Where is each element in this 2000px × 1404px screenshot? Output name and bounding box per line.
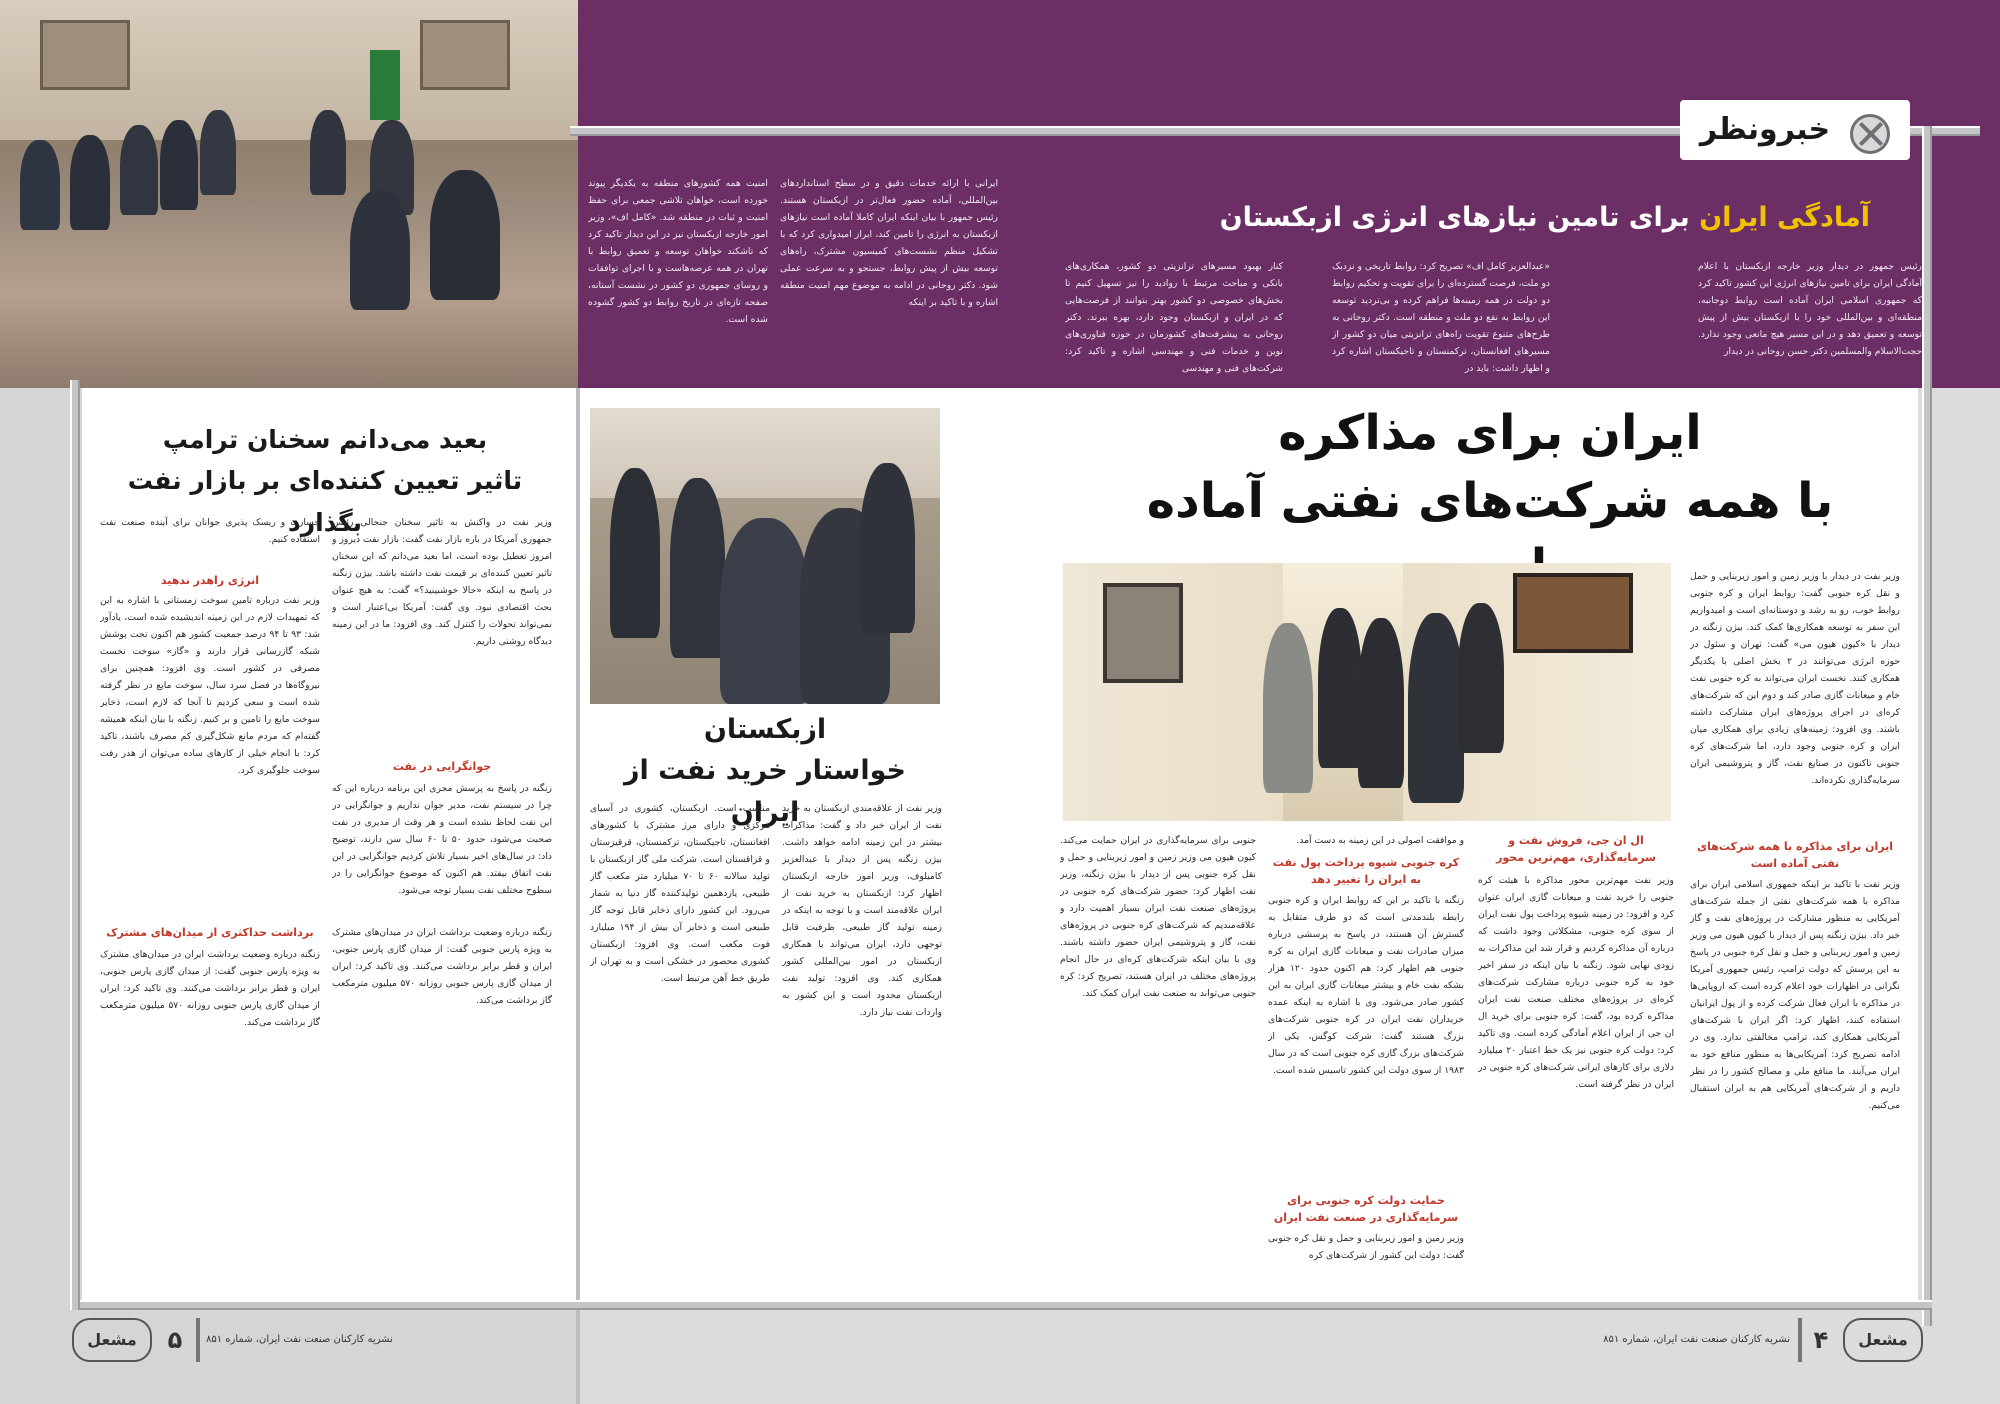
main-headline-line2: با همه شرکت‌های نفتی آماده xyxy=(1146,473,1834,529)
trump-col-b3: زنگنه درباره وضعیت برداشت ایران در میدان‌های مشترک به ویژه پارس جنوبی گفت: از میدان گازی پارس جنوبی، ایران و قطر برابر برداشت می‌کنند. وی تاکید کرد: ایران از میدان گازی پارس جنوبی روزانه ۵۷۰ میلیون مترمکعب گاز برداشت می‌کند. xyxy=(100,949,320,1028)
footer-page-number-right: ۴ xyxy=(1813,1326,1829,1354)
trump-col-b: جسارت و ریسک پذیری جوانان برای آینده صنعت نفت استفاده کنیم. xyxy=(100,517,320,545)
trump-col-b-subhead: انرژی راهدر ندهید xyxy=(160,574,260,587)
top-story-headline-rest: برای تامین نیازهای انرژی ازبکستان xyxy=(1219,202,1700,233)
footer-publication-left: نشریه کارکنان صنعت نفت ایران، شماره ۸۵۱ xyxy=(206,1334,393,1345)
trump-headline-line2: تاثیر تعیین کننده‌ای بر بازار نفت بگذارد xyxy=(127,466,523,537)
trump-col-b2: وزیر نفت درباره تامین سوخت زمستانی با اشاره به این که تمهیدات لازم در این زمینه اندیشیده شده است، یادآور شد: ۹۳ تا ۹۴ درصد جمعیت کشور هم اکنون تحت پوشش شبکه گازرسانی قرار دارند و «گاز» سوخت نخست مصرفی در کشور است. وی افزود: همچنین برای نیروگاه‌ها در فصل سرد سال، سوخت مایع در نظر گرفته شده است و سعی کردیم تا آنجا که لازم است، ذخایر سوخت مایع را تامین و بر کنیم. زنگنه با بیان اینکه همیشه گفته‌ام که مردم مانع شکل‌گیری کم مصرف باشند، تاکید کرد: با انجام خیلی از کارهای ساده می‌توان از هدر رفت سوخت جلوگیری کرد. xyxy=(100,595,320,776)
footer-logo-left: مشعل xyxy=(72,1318,152,1362)
footer-logo-right: مشعل xyxy=(1843,1318,1923,1362)
footer-publication-right: نشریه کارکنان صنعت نفت ایران، شماره ۸۵۱ xyxy=(1603,1334,1790,1345)
main-headline-line1: ایران برای مذاکره xyxy=(1278,405,1702,461)
main-col-b-subhead: ال ان جی، فروش نفت و سرمایه‌گذاری، مهم‌ترین محور xyxy=(1496,834,1656,864)
uzbek-col-a: وزیر نفت از علاقه‌مندی ازبکستان به خرید نفت از ایران خبر داد و گفت: مذاکرات بیشتر در این زمینه ادامه خواهد داشت. بیژن زنگنه پس از دیدار با عبدالعزیز کامیلوف، وزیر امور خارجه ازبکستان اظهار کرد: ازبکستان به خرید نفت از ایران علاقه‌مند است و با توجه به اینکه در زمینه تولید گاز طبیعی، ظرفیت قابل توجهی دارد، ایران می‌تواند با همکاری ازبکستان در امور بین‌المللی کشور همکاری کند. وی افزود: تولید نفت ازبکستان محدود است و این کشور به واردات نفت نیاز دارد. xyxy=(782,803,942,1018)
top-story-col-2: «عبدالعزیز کامل اف» تصریح کرد: روابط تاریخی و نزدیک دو ملت، فرصت گسترده‌ای را برای تقویت و تحکیم روابط دو دولت در همه زمینه‌ها فراهم کرده و بی‌تردید توسعه این روابط به نفع دو ملت و منطقه است. دکتر روحانی به طرح‌های متنوع تقویت راه‌های ترانزیتی میان دو کشور از مسیرهای افغانستان، ترکمنستان و تاجیکستان اشاره کرد و اظهار داشت: باید در xyxy=(1332,261,1550,374)
main-col-d: جنوبی برای سرمایه‌گذاری در ایران حمایت می‌کند. کیون هیون می وزیر زمین و امور زیربنایی و حمل و نقل کره جنوبی پس از دیدار با بیژن زنگنه، وزیر نفت اظهار کرد: حضور شرکت‌های کره جنوبی در پروژه‌های صنعت نفت ایران بسیار اهمیت دارد و علاقه‌مندیم که شرکت‌های کره جنوبی در پروژه‌های نفت، گاز و پتروشیمی ایران حضور داشته باشند. وی با بیان اینکه شرکت‌های کره‌ای در حال انجام پروژه‌های مختلف در ایران هستند، تصریح کرد: کره جنوبی می‌تواند به صنعت نفت ایران کمک کند. xyxy=(1060,835,1256,999)
top-story-headline-highlight: آمادگی ایران xyxy=(1699,202,1870,233)
section-label: خبرونظر xyxy=(1699,112,1831,147)
main-col-c-subhead: کره جنوبی شیوه پرداخت پول نفت به ایران را تغییر دهد xyxy=(1272,856,1460,886)
pipe-decoration-vertical xyxy=(1922,126,1932,1326)
pipe-decoration-left xyxy=(70,380,80,1310)
main-col-b2: وزیر زمین و امور زیربنایی و حمل و نقل کره جنوبی گفت: دولت این کشور از شرکت‌های کره xyxy=(1268,1233,1464,1261)
top-story-col-3: کنار بهبود مسیرهای ترانزیتی دو کشور، همکاری‌های بانکی و مباحث مرتبط با روادید را نیز تسهیل کنیم تا بخش‌های خصوصی دو کشور بهتر بتوانند از فرصت‌هایی که در ایران و ازبکستان وجود دارد، بهره ببرند. دکتر روحانی به پیشرفت‌های کشورمان در حوزه فناوری‌های نوین و خدمات فنی و مهندسی اشاره و تاکید کرد: شرکت‌های فنی و مهندسی xyxy=(1065,261,1283,374)
main-col-c: و موافقت اصولی در این زمینه به دست آمد. xyxy=(1296,835,1464,846)
meeting-photo xyxy=(0,0,578,388)
trump-col-a: وزیر نفت در واکنش به تاثیر سخنان جنجالی رئیس جمهوری آمریکا در باره بازار نفت گفت: بازار نفت دیروز و امروز تعطیل بوده است، اما بعید می‌دانم که این سخنان تاثیر تعیین کننده‌ای بر قیمت نفت داشته باشد. بیژن زنگنه در پاسخ به اینکه «حالا خوشبینید؟» گفت: به هیچ عنوان بحث اقتصادی نبود. وی گفت: آمریکا بی‌اعتبار است و نمی‌تواند تحولات را کنترل کند. وی افزود: ما در این زمینه دیدگاه روشنی داریم. xyxy=(332,517,552,647)
trump-col-a3: زنگنه درباره وضعیت برداشت ایران در میدان‌های مشترک به ویژه پارس جنوبی گفت: از میدان گازی پارس جنوبی، ایران و قطر برابر برداشت می‌کنند. وی تاکید کرد: ایران از میدان گازی پارس جنوبی روزانه ۵۷۰ میلیون مترمکعب گاز برداشت می‌کند. xyxy=(332,927,552,1006)
trump-col-a-subhead: جوانگرایی در نفت xyxy=(392,760,492,773)
trump-col-a-subhead-2: برداشت حداکثری از میدان‌های مشترک xyxy=(106,926,314,939)
top-story-col-4: ایرانی با ارائه خدمات دقیق و در سطح استانداردهای بین‌المللی، آماده حضور فعال‌تر در ازبکستان هستند. رئیس جمهور با بیان اینکه ایران کاملا آماده است نیازهای ازبکستان به انرژی را تامین کند، ابراز امیدواری کرد که با تشکیل منظم نشست‌های کمیسیون مشترک، راه‌های توسعه بیش از پیش روابط، جستجو و به سرعت عملی شود. دکتر روحانی در ادامه به موضوع مهم امنیت منطقه اشاره و با تاکید بر اینکه xyxy=(780,178,998,308)
uzbek-headline-line2: خواستار خرید نفت از ایران xyxy=(623,755,907,828)
top-story-headline xyxy=(1190,196,1870,240)
uzbek-col-b: مناسب است. ازبکستان، کشوری در آسیای مرکزی و دارای مرز مشترک با کشورهای افغانستان، تاجیکستان، ترکمنستان، قرقیزستان و قزاقستان است. شرکت ملی گاز ازبکستان با تولید سالانه ۶۰ تا ۷۰ میلیارد متر مکعب گاز طبیعی، یازدهمین تولیدکننده گاز دنیا به شمار می‌رود. این کشور دارای ذخایر قابل توجه گاز طبیعی است و ذخایر آن بیش از ۱۹۴ میلیارد فوت مکعب است. وی افزود: ازبکستان کشوری محصور در خشکی است و به تهران از طریق خط آهن مرتبط است. xyxy=(590,803,770,984)
footer-divider-right xyxy=(1798,1318,1802,1362)
main-col-b: وزیر نفت مهم‌ترین محور مذاکره با هیئت کره جنوبی را خرید نفت و میعانات گازی ایران عنوان کرد و افزود: در زمینه شیوه پرداخت پول نفت ایران از سوی کره جنوبی، مشکلاتی وجود داشت که درباره آن مذاکره کردیم و قرار شد این مذاکرات به زودی نهایی شود. زنگنه با بیان اینکه در سفر اخیر خود به کره جنوبی درباره مشارکت شرکت‌های کره‌ای در پروژه‌های مختلف صنعت نفت ایران مذاکره کرده بود، گفت: کره جنوبی برای خرید ال ان جی از ایران اعلام آمادگی کرده است. وی تاکید کرد: دولت کره جنوبی نیز یک خط اعتبار ۲۰ میلیارد دلاری برای کارهای ایرانی شرکت‌های کره جنوبی در ایران در نظر گرفته است. xyxy=(1478,875,1674,1090)
main-col-a-subhead: ایران برای مذاکره با همه شرکت‌های نفتی آماده است xyxy=(1696,840,1894,870)
handshake-photo xyxy=(590,408,940,704)
main-col-b-subhead-2: حمایت دولت کره جنوبی برای سرمایه‌گذاری در صنعت نفت ایران xyxy=(1273,1194,1459,1224)
top-story-col-1: رئیس جمهور در دیدار وزیر خارجه ازبکستان با اعلام آمادگی ایران برای تامین نیازهای انرژی این کشور تاکید کرد که جمهوری اسلامی ایران آماده است روابط دوجانبه، منطقه‌ای و بین‌المللی خود را با ازبکستان بیش از پیش توسعه و تعمیق دهد و در این مسیر هیچ مانعی وجود ندارد. حجت‌الاسلام والمسلمین دکتر حسن روحانی در دیدار xyxy=(1698,261,1922,357)
main-col-c2: زنگنه با تاکید بر این که روابط ایران و کره جنوبی رابطه بلندمدتی است که دو طرف متقابل به گسترش آن هستند، در پاسخ به پرسشی درباره میزان صادرات نفت و میعانات گازی ایران به کره جنوبی هم اظهار کرد: هم اکنون حدود ۱۲۰ هزار بشکه نفت خام و بیشتر میعانات گازی ایران به این کشور صادر می‌شود. وی با اشاره به اینکه عمده خریداران نفت ایران در کره جنوبی شرکت‌های بزرگ هستند گفت: شرکت کوگس، یکی از شرکت‌های بزرگ گازی کره جنوبی است که در سال ۱۹۸۳ از سوی دولت این کشور تاسیس شده است. xyxy=(1268,895,1464,1076)
pipe-decoration-bottom xyxy=(70,1300,1932,1310)
valve-icon xyxy=(1850,114,1890,154)
main-col-a: وزیر نفت در دیدار با وزیر زمین و امور زیربنایی و حمل و نقل کره جنوبی گفت: روابط ایران و کره جنوبی روابط خوب، رو به رشد و دوستانه‌ای است و امیدواریم این سفر به توسعه همکاری‌ها کمک کند. بیژن زنگنه در دیدار با «کیون هیون می» گفت: تهران و سئول در حوزه انرژی می‌توانند در ۲ بخش اصلی با یکدیگر همکاری کنند. نخست ایران می‌تواند به کره جنوبی نفت خام و میعانات گازی صادر کند و دوم این که شرکت‌های کره‌ای در اجرای پروژه‌های ایران مشارکت داشته باشند. وی افزود: زمینه‌های زیادی برای همکاری میان ایران و کره جنوبی وجود دارد، اما شرکت‌های کره جنوبی تاکنون در صنایع نفت، گاز و پتروشیمی ایران سرمایه‌گذاری نکرده‌اند. xyxy=(1690,571,1900,786)
footer-divider-left xyxy=(196,1318,200,1362)
top-story-col-5: امنیت همه کشورهای منطقه به یکدیگر پیوند خورده است، خواهان تلاشی جمعی برای حفظ امنیت و ثبات در منطقه شد. «کامل اف»، وزیر امور خارجه ازبکستان نیز در این دیدار تاکید کرد که تاشکند خواهان توسعه و تعمیق روابط با تهران در همه عرصه‌هاست و با اجرای توافقات و روسای جمهوری دو کشور در نشست آستانه، صفحه تازه‌ای در تاریخ روابط دو کشور گشوده شده است. xyxy=(588,178,768,325)
footer-page-number-left: ۵ xyxy=(167,1326,183,1354)
main-col-a2: وزیر نفت با تاکید بر اینکه جمهوری اسلامی ایران برای مذاکره با همه شرکت‌های نفتی از جمله شرکت‌های آمریکایی به منظور مشارکت در پروژه‌های نفت و گاز خبر داد. بیژن زنگنه پس از دیدار با کیون هیون می وزیر زمین و امور زیربنایی و حمل و نقل کره جنوبی در پاسخ به این پرسش که دولت ترامپ، رئیس جمهوری آمریکا نگرانی در اظهارات خود اعلام کرده است که اروپایی‌ها در مذاکره با ایران فعال شرکت کرده و از پول ایرانیان استفاده کنند، اظهار کرد: اگر ایران با شرکت‌های آمریکایی همکاری کند، ترامپ مخالفتی ندارد. وی در ادامه تصریح کرد: آمریکایی‌ها به منظور منافع خود به ایران می‌آیند. ما منافع ملی و مصالح کشور را در نظر داریم و از شرکت‌های آمریکایی هم به ایران استقبال می‌کنیم. xyxy=(1690,879,1900,1111)
trump-col-a2: زنگنه در پاسخ به پرسش مجری این برنامه درباره این که چرا در سیستم نفت، مدیر جوان نداریم و جوانگرایی در این نفت لحاظ نشده است و هر وقت از مدیری در نفت صحبت می‌شود، حدود ۵۰ تا ۶۰ سال سن دارند، توضیح داد: در سال‌های اخیر بسیار تلاش کردیم جوانگرایی در این نفت اتفاق بیفتد. هم اکنون که موضوع جوانگرایی را در سطوح مختلف نفت بسیار توجه می‌شود. xyxy=(332,783,552,896)
trump-headline-line1: بعید می‌دانم سخنان ترامپ xyxy=(162,425,488,454)
hallway-photo xyxy=(1063,563,1671,821)
uzbek-headline-line1: ازبکستان xyxy=(703,714,827,745)
